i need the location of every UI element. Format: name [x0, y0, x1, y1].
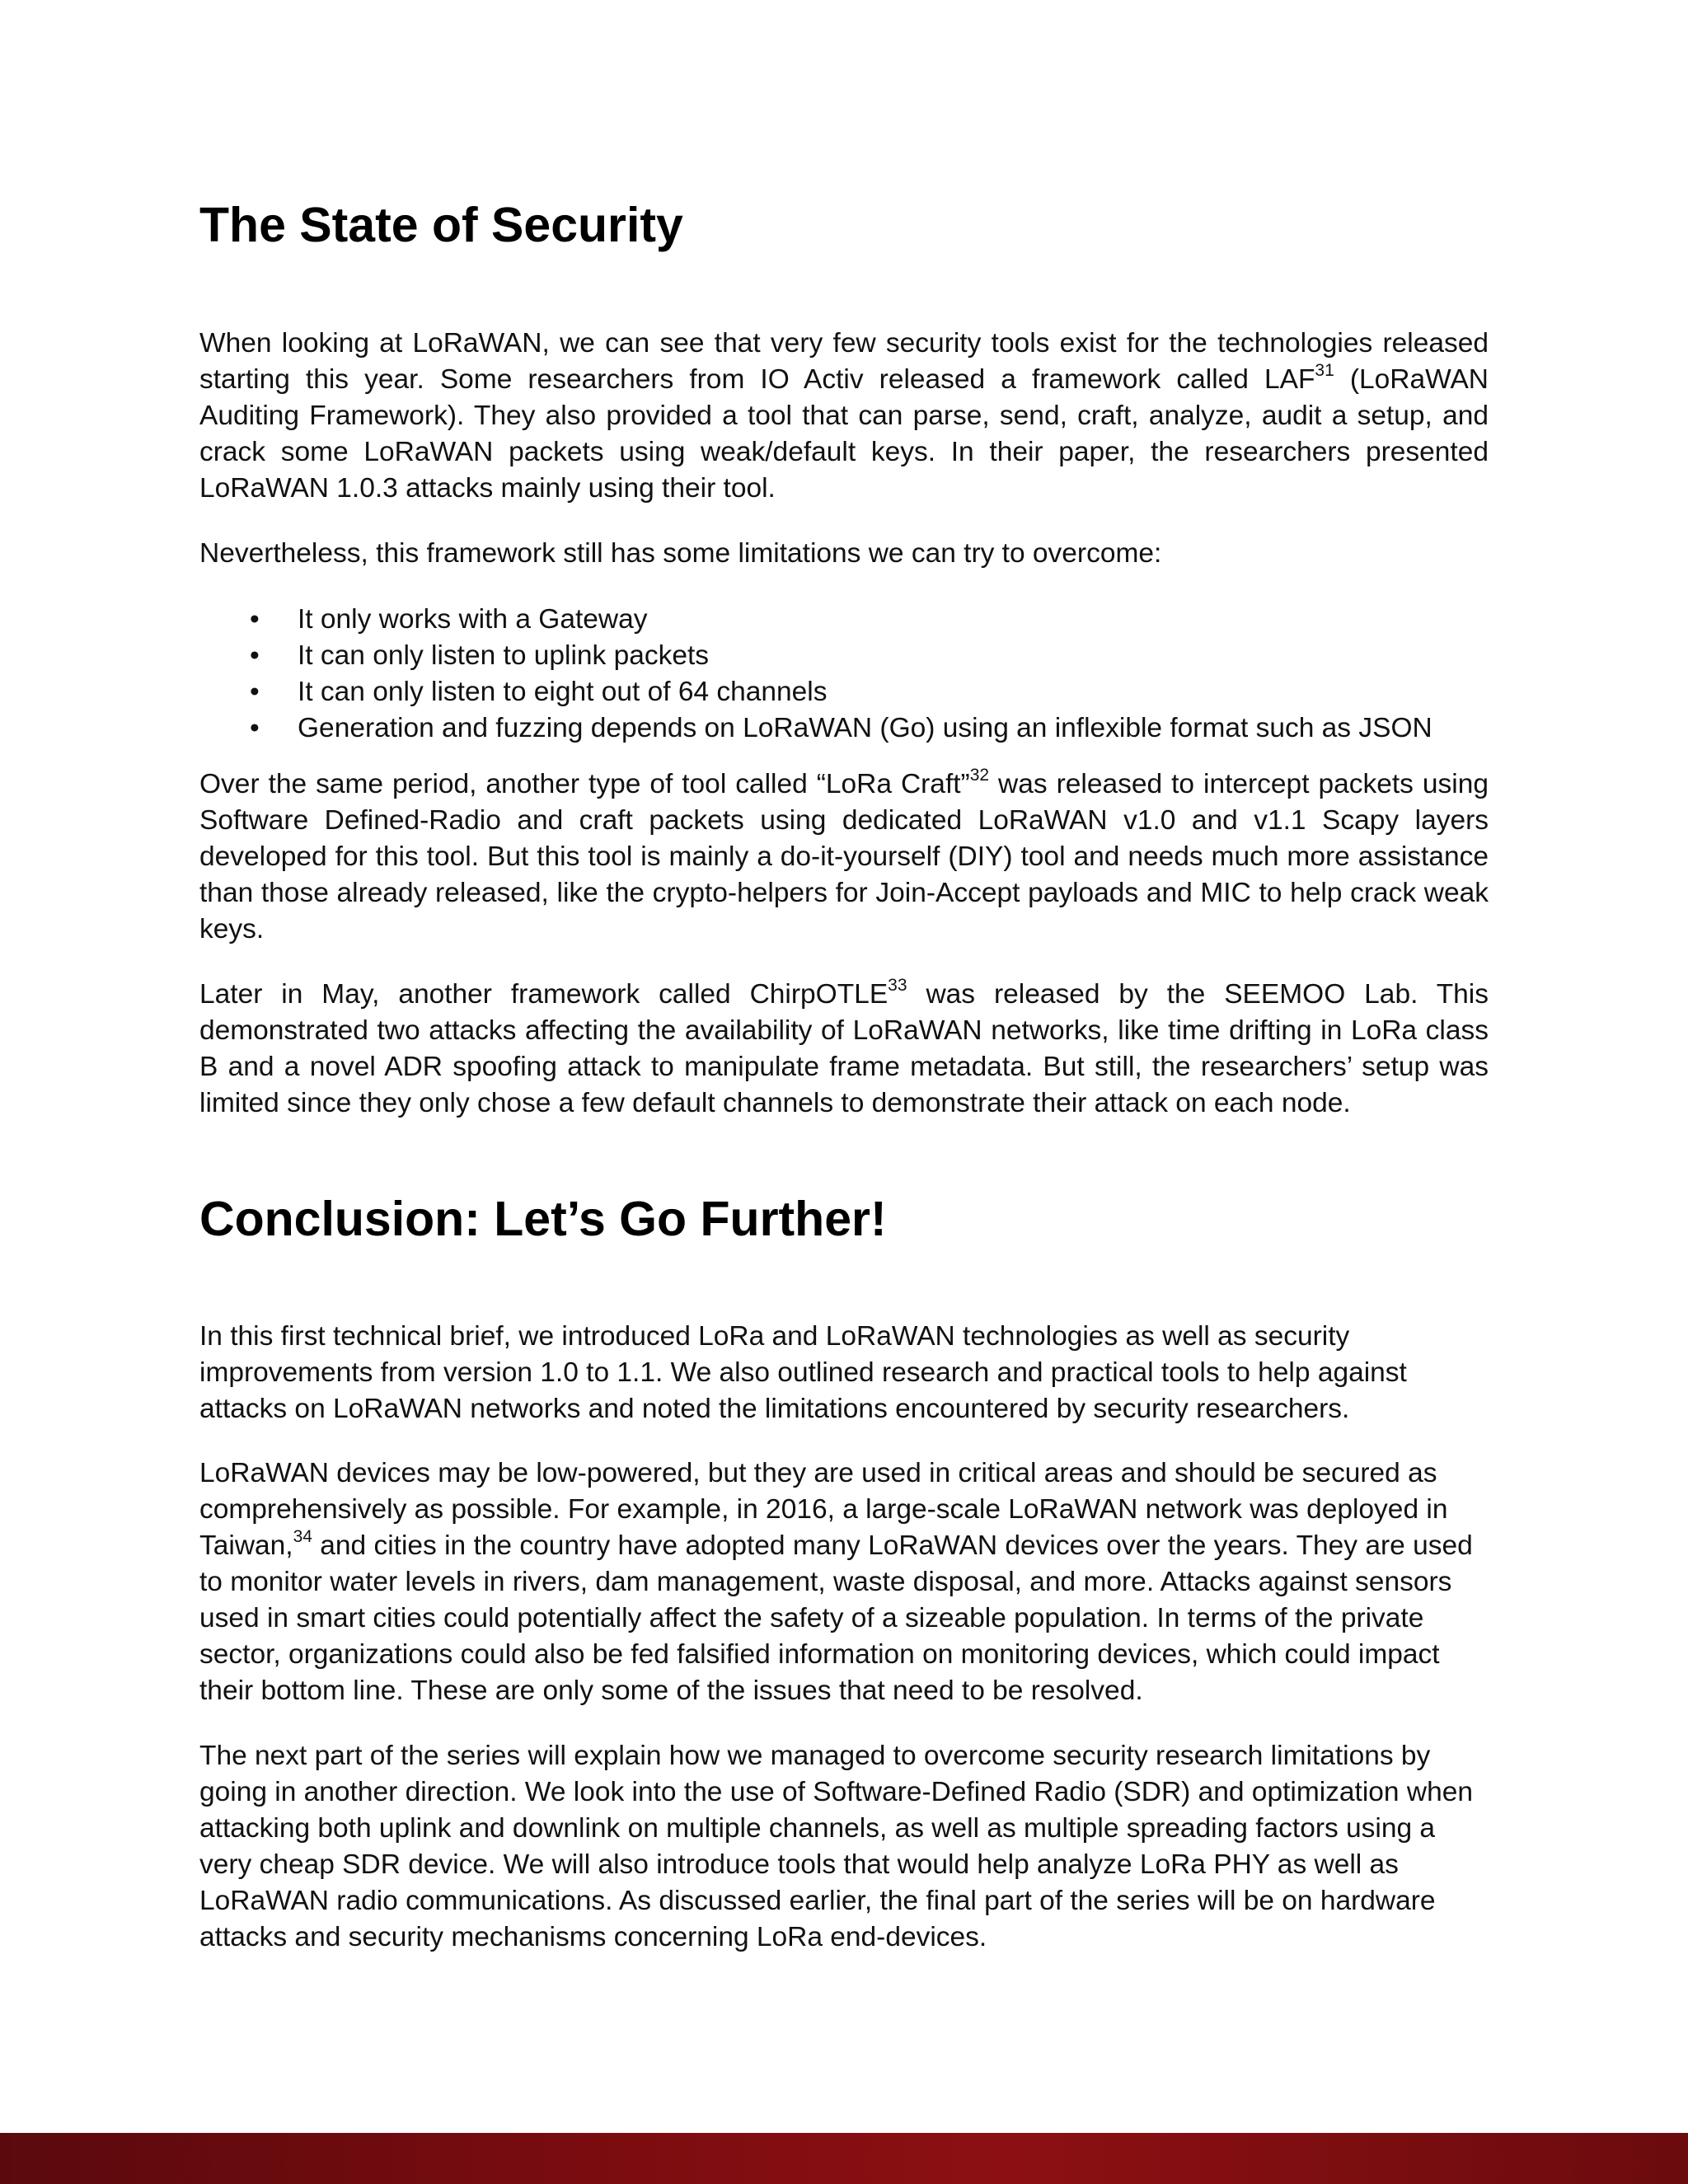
paragraph-conclusion-summary: In this first technical brief, we introduced LoRa and LoRaWAN technologies as well as security improvements from version 1.0 to 1.1. We also outlined research and practical tools to help against attacks on LoRaWAN networks and noted the limitations encountered by security researchers. — [199, 1321, 1407, 1424]
footnote-ref-31: 31 — [1315, 360, 1334, 380]
paragraph-chirpotle: Later in May, another framework called ChirpOTLE$^{33}$ was released by the SEEMOO Lab. This demonstrated two attacks affecting the availability of LoRaWAN networks, like time drifting in LoRa class B and a novel ADR spoofing attack to manipulate frame metadata. But still, the researchers’ setup was limited since they only chose a few default channels to demonstrate their attack on each node. — [199, 975, 1489, 1118]
paragraph-laf-intro: When looking at LoRaWAN, we can see that very few security tools exist for the technologies released starting this year. Some researchers from IO Activ released a framework called LAF$^{31}$ (LoRaWAN Auditing Framework). They also provided a tool that can parse, send, craft, analyze, audit a setup, and crack some LoRaWAN packets using weak/default keys. In their paper, the researchers presented LoRaWAN 1.0.3 attacks mainly using their tool. — [199, 328, 1489, 504]
paragraph-lora-craft: Over the same period, another type of tool called “LoRa Craft”$^{32}$ was released to intercept packets using Software Defined-Radio and craft packets using dedicated LoRaWAN v1.0 and v1.1 Scapy layers developed for this tool. But this tool is mainly a do-it-yourself (DIY) tool and needs much more assistance than those already released, like the crypto-helpers for Join-Accept payloads and MIC to help crack weak keys. — [199, 765, 1489, 944]
list-item: • Generation and fuzzing depends on LoRaWAN (Go) using an inflexible format such as JSON — [199, 710, 1489, 747]
paragraph-next-part: The next part of the series will explain how we managed to overcome security research limitations by going in another direction. We look into the use of Software-Defined Radio (SDR) and optimization when attacking both uplink and downlink on multiple channels, as well as multiple spreading factors using a very cheap SDR device. We will also introduce tools that would help analyze LoRa PHY as well as LoRaWAN radio communications. As discussed earlier, the final part of the series will be on hardware attacks and security mechanisms concerning LoRa end-devices. — [199, 1741, 1473, 1952]
bullet-icon: • — [250, 640, 260, 671]
list-item: • It can only listen to eight out of 64 channels — [199, 674, 1489, 710]
footnote-ref-33: 33 — [888, 975, 907, 995]
section-heading-conclusion: Conclusion: Let’s Go Further! — [199, 1192, 887, 1246]
list-item: • It can only listen to uplink packets — [199, 638, 1489, 674]
paragraph-taiwan-example: LoRaWAN devices may be low-powered, but they are used in critical areas and should be secured as comprehensively as possible. For example, in 2016, a large-scale LoRaWAN network was deployed in Taiwan,$^{34}$ and cities in the country have adopted many LoRaWAN devices over the years. They are used to monitor water levels in rivers, dam management, waste disposal, and more. Attacks against sensors used in smart cities could potentially affect the safety of a sizeable population. In terms of the private sector, organizations could also be fed falsified information on monitoring devices, which could impact their bottom line. These are only some of the issues that need to be resolved. — [199, 1458, 1473, 1706]
footnote-ref-34: 34 — [293, 1526, 312, 1546]
bullet-icon: • — [250, 677, 260, 707]
section-heading-state-of-security: The State of Security — [199, 198, 683, 252]
bullet-icon: • — [250, 713, 260, 743]
limitations-list — [199, 602, 1489, 747]
footnote-ref-32: 32 — [969, 765, 990, 785]
bullet-icon: • — [250, 604, 260, 635]
list-item: • It only works with a Gateway — [199, 602, 1489, 638]
footer-color-band — [0, 2133, 1688, 2184]
paragraph-limitations-intro: Nevertheless, this framework still has some limitations we can try to overcome: — [199, 538, 1162, 569]
